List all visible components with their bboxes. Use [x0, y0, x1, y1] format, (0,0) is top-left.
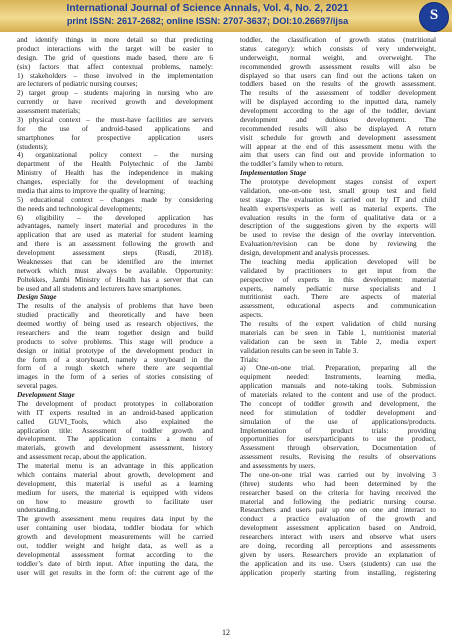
text-line: studied practically and theoretically and have been	[17, 311, 213, 320]
section-heading: Implementation Stage	[240, 169, 307, 178]
text-line: opportunities for users/participants to use the product,	[240, 435, 436, 444]
journal-header-banner	[0, 0, 452, 32]
text-line: The results of the assessment of toddler development	[240, 89, 436, 98]
text-line: for the use of android-based applications and	[17, 124, 213, 133]
left-text-column	[17, 36, 213, 577]
text-line: given by users. Researchers provide an explanation of	[240, 550, 436, 559]
text-line: health experts/experts as well as material experts. The	[240, 204, 436, 213]
text-line: medium for users, the material is equipped with videos	[17, 488, 213, 497]
text-line: nutritionist each. There are aspects of material	[240, 293, 436, 302]
text-line: toddler, the classification of growth status (nutritional	[240, 36, 436, 44]
text-line: images in the form of a series of stories consisting of	[17, 373, 213, 382]
text-line: and there is an assessment following the growth and	[17, 240, 213, 249]
text-line: Poltekkes, Jambi Ministry of Health has a server that can	[17, 275, 213, 284]
text-line: validation results can be seen in Table 3.	[240, 346, 359, 355]
text-line: assessment results, Revising the results of observations	[240, 453, 436, 462]
text-line: will appear at the end of this assessment menu with the	[240, 142, 436, 151]
text-line: (students);	[17, 142, 48, 151]
section-heading: Design Stage	[17, 293, 57, 302]
text-line: a) One-on-one trial. Preparation, preparing all the	[240, 364, 436, 373]
text-line: The results of the analysis of problems that have been	[17, 302, 213, 311]
text-line: design. The grid of questions made based, there are 6	[17, 53, 213, 62]
text-line: 1) stakeholders – those involved in the implementation	[17, 71, 213, 80]
text-line: status category): which consists of very underweight,	[240, 44, 436, 53]
text-line: and assessment recap, about the application.	[17, 453, 147, 462]
text-line: recommended results will also be displayed. A return	[240, 124, 436, 133]
text-line: simulation of the use of applications/products.	[240, 417, 436, 426]
text-line: Ministry of Health has the independence in making	[17, 169, 213, 178]
text-line: materials, growth and development assessment, history	[17, 444, 213, 453]
text-line: user containing user biodata, toddler biodata for which	[17, 524, 213, 533]
text-line: development according to the age of the toddler, deviant	[240, 107, 436, 115]
text-line: evaluation results in the form of qualitative data or a	[240, 213, 436, 222]
text-line: are lecturers of pediatric nursing courses;	[17, 80, 138, 89]
text-line: development and dubious development. The	[240, 115, 436, 124]
text-line: aim that users can find out and provide information to	[240, 151, 436, 160]
text-line: be used and all students and lecturers have smartphones.	[17, 284, 182, 293]
text-line: recommended growth assessment results will also be	[240, 62, 436, 71]
text-line: visit schedule for growth and development assessment	[240, 133, 436, 142]
text-line: smartphones for prospective application users	[17, 133, 213, 142]
text-line: design, development and analysis processes.	[240, 249, 370, 257]
journal-title-line: International Journal of Science Annals, Vol. 4, No. 2, 2021	[66, 3, 349, 14]
text-line: assessment, educational aspects and communication	[240, 302, 436, 311]
text-line: currently or have received growth and development	[17, 98, 213, 107]
text-line: are doing, recording all perceptions and assessments	[240, 541, 436, 550]
text-line: underweight, normal weight, and overweight. The	[240, 53, 436, 62]
text-line: Implementation of product trials: providing	[240, 426, 436, 435]
text-line: material and following the pediatric nursing course.	[240, 497, 436, 506]
text-line: The teaching media application developed will be	[240, 257, 436, 266]
text-line: application manuals and note-taking tools. Submission	[240, 382, 436, 391]
text-line: description of the suggestions given by the experts will	[240, 222, 436, 231]
text-line: and identify things in more detail so that predicting	[17, 36, 213, 44]
section-heading: Development Stage	[17, 391, 75, 399]
text-line: The results of the expert validation of child nursing	[240, 320, 436, 328]
text-line: out, toddler weight and height data, as well as a	[17, 541, 213, 550]
text-line: changes, especially for the development of teaching	[17, 178, 213, 186]
text-line: materials can be seen in Table 1, nutritionist material	[240, 328, 436, 337]
text-line: validation can be seen in Table 2, media expert	[240, 337, 436, 346]
text-line: media that aims to improve the quality of learning;	[17, 186, 166, 195]
journal-issn-line: print ISSN: 2617-2682; online ISSN: 2707-3637; DOI:10.26697/ijsa	[66, 16, 349, 26]
text-line: the toddler’s family when to return.	[240, 160, 344, 169]
text-line: validation, one-on-one test, small group test and field	[240, 186, 436, 195]
text-line: 3) physical context – the must-have facilities are servers	[17, 115, 213, 124]
text-line: deemed worthy of being used as research objectives, the	[17, 320, 213, 328]
text-line: The prototype development stages consist of expert	[240, 178, 436, 186]
text-line: form of a rough sketch where there are sequential	[17, 364, 213, 373]
text-line: assessment materials;	[17, 107, 81, 115]
text-line: growth and development measurements will be carried	[17, 533, 213, 541]
text-line: of materials related to the content and use of the product.	[240, 391, 436, 399]
text-line: 2) target group – students majoring in nursing who are	[17, 89, 213, 98]
text-line: development assessment steps (Rusdi, 2018).	[17, 249, 213, 257]
journal-logo: S	[419, 2, 449, 32]
text-line: 6) eligibility – the developed application has	[17, 213, 213, 222]
page-number: 12	[222, 628, 230, 637]
text-line: aspects.	[240, 311, 263, 320]
text-line: 5) educational context – changes made by considering	[17, 195, 213, 204]
text-line: toddlers based on the results of the growth assessment.	[240, 80, 436, 89]
text-line: and assessments by users.	[240, 462, 316, 470]
text-line: researcher based on the criteria for having received the	[240, 488, 436, 497]
text-line: validated by practitioners to get input from the	[240, 266, 436, 275]
text-line: toddler’s date of birth input. After inputting the data, the	[17, 559, 213, 568]
text-line: department of the Health Polytechnic of the Jambi	[17, 160, 213, 169]
text-line: Evaluation/revision can be done by reviewing the	[240, 240, 436, 249]
text-line: several pages.	[17, 382, 58, 391]
text-line: development, this material is useful as a learning	[17, 479, 213, 488]
text-line: (three) students who had been determined by the	[240, 479, 436, 488]
text-line: product interactions with the target will be easier to	[17, 44, 213, 53]
text-line: Trials:	[240, 355, 259, 364]
text-line: experts, namely pediatric nurse specialists and 1	[240, 284, 436, 293]
right-text-column	[240, 36, 436, 577]
text-line: equipment needed: Instruments, learning media,	[240, 373, 436, 382]
text-line: the form of a storyboard, namely a storyboard in the	[17, 355, 213, 364]
text-line: user will get results in the form of: the current age of the	[17, 568, 213, 577]
text-line: test stage. The evaluation is carried out by IT and child	[240, 195, 436, 204]
text-line: Assessment through observation, Documentation of	[240, 444, 436, 453]
text-line: with IT experts resulted in an android-based application	[17, 408, 213, 417]
text-line: Weaknesses that can be identified are the internet	[17, 257, 213, 266]
text-line: Researchers and users pair up one on one and interact to	[240, 506, 436, 515]
text-line: perspective of experts in this development: material	[240, 275, 436, 284]
text-line: on how to measure growth to facilitate user	[17, 497, 213, 506]
text-line: The concept of toddler growth and development, the	[240, 399, 436, 408]
text-line: development. The application contains a menu of	[17, 435, 213, 444]
text-line: (six) factors that affect contextual problems, namely:	[17, 62, 213, 71]
text-line: researchers and the team together design and build	[17, 328, 213, 337]
text-line: advantages, namely insert material and procedures in the	[17, 222, 213, 231]
text-line: will be displayed according to the inputted data, namely	[240, 98, 436, 107]
text-line: products to solve problems. This stage will produce a	[17, 337, 213, 346]
text-line: development assessment application based on Android,	[240, 524, 436, 533]
text-line: application title: Assessment of toddler growth and	[17, 426, 213, 435]
text-line: The development of product prototypes in collaboration	[17, 399, 213, 408]
text-line: application properly starting from installing, registering	[240, 568, 436, 577]
text-line: need for stimulation of toddler development and	[240, 408, 436, 417]
text-line: displayed so that users can find out the actions taken on	[240, 71, 436, 80]
text-line: The material menu is an advantage in this application	[17, 462, 213, 470]
text-line: which contains material about growth, development and	[17, 470, 213, 479]
text-line: be used to revise the design of the overlay intervention.	[240, 231, 436, 240]
text-line: called GUVI_Tools, which also explained the	[17, 417, 213, 426]
text-line: researchers interact with users and observe what users	[240, 533, 436, 541]
text-line: network which must always be available. Opportunity:	[17, 266, 213, 275]
text-line: developmental assessment format according to the	[17, 550, 213, 559]
text-line: the application and its use. Users (students) can use the	[240, 559, 436, 568]
text-line: The one-on-one trial was carried out by involving 3	[240, 470, 436, 479]
text-line: design or initial prototype of the development product in	[17, 346, 213, 355]
text-line: conduct a practice evaluation of the growth and	[240, 515, 436, 524]
text-line: understanding.	[17, 506, 61, 515]
text-line: the needs and technological developments;	[17, 204, 143, 213]
text-line: The growth assessment menu requires data input by the	[17, 515, 213, 524]
text-line: application that are used as material for student learning	[17, 231, 213, 240]
text-line: 4) organizational policy context – the nursing	[17, 151, 213, 160]
